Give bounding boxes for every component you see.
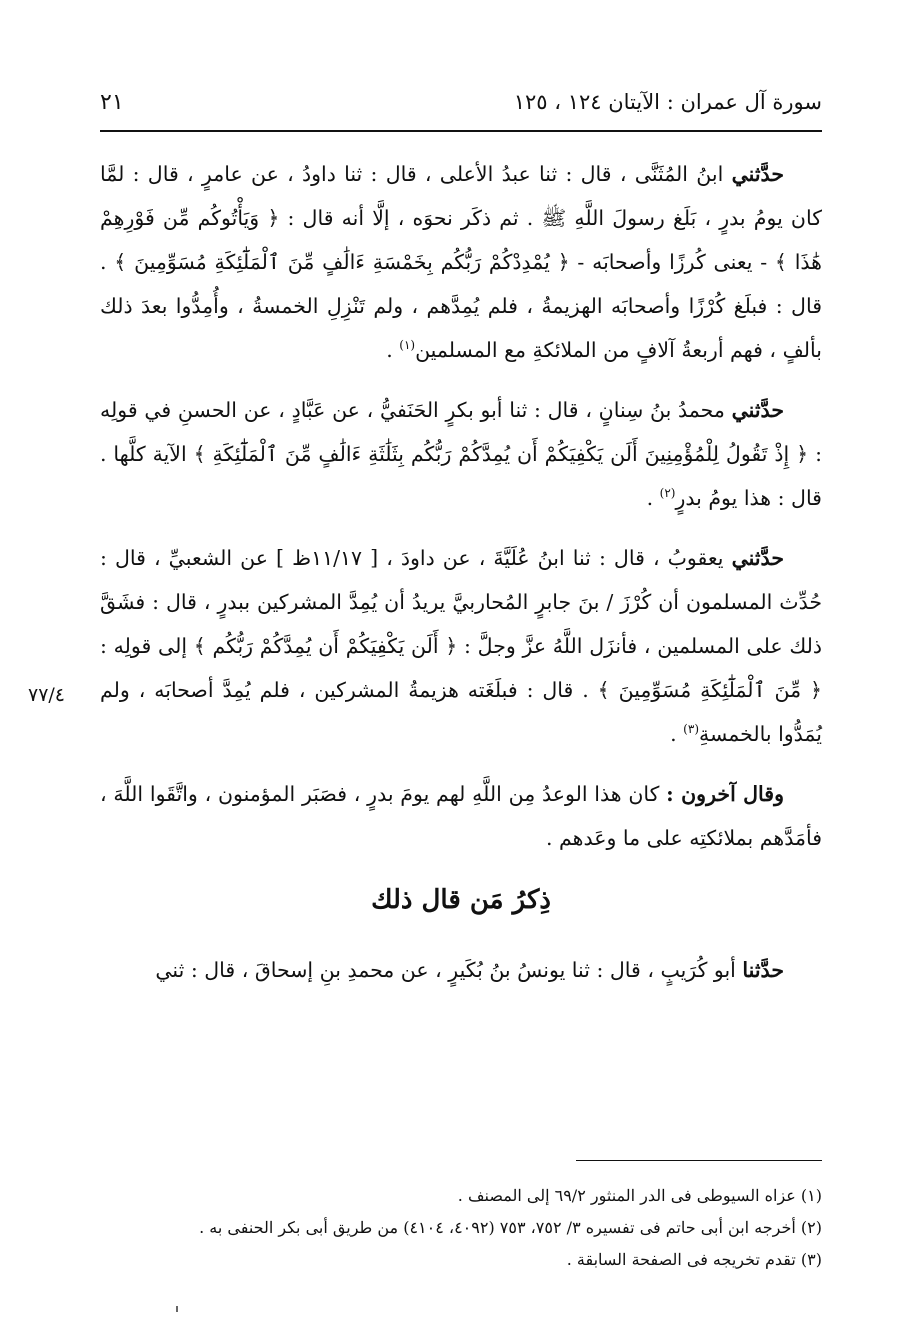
margin-reference: ٧٧/٤ — [28, 684, 66, 706]
footnote-2: (٢) أخرجه ابن أبى حاتم فى تفسيره ٣/ ٧٥٢، ٧٥٣ (٤٠٩٢، ٤١٠٤) من طريق أبى بكر الحنفى به . — [199, 1218, 822, 1237]
footnote-ref-1: (١) — [399, 338, 416, 353]
paragraph-5 — [100, 948, 822, 992]
paragraph-1 — [100, 152, 822, 372]
paragraph-lead: حدَّثني — [731, 162, 784, 186]
paragraph-text: أبو كُرَيبٍ ، قال : ثنا يونسُ بنُ بُكَيرٍ ، عن محمدِ بنِ إسحاقَ ، قال : ثني — [155, 958, 736, 982]
header-rule — [100, 130, 822, 132]
section-heading: ذِكرُ مَن قال ذلك — [371, 885, 551, 915]
footnote-3: (٣) تقدم تخريجه فى الصفحة السابقة . — [566, 1250, 822, 1269]
footnote-rule — [576, 1160, 822, 1161]
page-number: ٢١ — [100, 90, 124, 115]
running-header — [100, 86, 822, 126]
footnote-ref-3: (٣) — [683, 722, 699, 737]
paragraph-lead: حدَّثني — [731, 398, 784, 422]
paragraph-text: يعقوبُ ، قال : ثنا ابنُ عُلَيَّةَ ، عن داودَ ، [ ١١/١٧ظ ] عن الشعبيِّ ، قال : حُدِّث المسلمون أن كُرْزَ / بنَ جابرٍ المُحاربيَّ يريدُ أن يُمِدَّ المشركين ببدرٍ ، قال : فشَقَّ ذلك على المسلمين ، فأنزَل اللَّهُ عزَّ وجلَّ : ﴿ أَلَن يَكْفِيَكُمْ أَن يُمِدَّكُمْ رَبُّكُم ﴾ إلى قولِه : ﴿ مِّنَ ٱلْمَلَٰٓئِكَةِ مُسَوِّمِينَ ﴾ . قال : فبلَغَته هزيمةُ المشركين ، فلم يُمِدَّ أصحابَه ، ولم يُمَدُّوا بالخمسةِ — [100, 546, 822, 746]
paragraph-4 — [100, 772, 822, 860]
paragraph-text: محمدُ بنُ سِنانٍ ، قال : ثنا أبو بكرٍ الحَنَفيُّ ، عن عَبَّادٍ ، عن الحسنِ في قولِه : ﴿ إِذْ تَقُولُ لِلْمُؤْمِنِينَ أَلَن يَكْفِيَكُمْ أَن يُمِدَّكُمْ رَبُّكُم بِثَلَٰثَةِ ءَالَٰفٍ مِّنَ ٱلْمَلَٰٓئِكَةِ ﴾ الآية كلَّها . قال : هذا يومُ بدرٍ — [100, 398, 822, 510]
main-text — [100, 152, 822, 1008]
paragraph-lead: وقال آخرون : — [666, 782, 784, 806]
footnote-1: (١) عزاه السيوطى فى الدر المنثور ٦٩/٢ إلى المصنف . — [457, 1186, 822, 1205]
header-title: سورة آل عمران : الآيتان ١٢٤ ، ١٢٥ — [513, 90, 822, 114]
paragraph-text: ابنُ المُثَنَّى ، قال : ثنا عبدُ الأعلى ، قال : ثنا داودُ ، عن عامرٍ ، قال : لمَّا كان يومُ بدرٍ ، بَلَغ رسولَ اللَّهِ ﷺ . ثم ذكَر نحوَه ، إلَّا أنه قال : ﴿ وَيَأْتُوكُم مِّن فَوْرِهِمْ هَٰذَا ﴾ - يعنى كُرزًا وأصحابَه - ﴿ يُمْدِدْكُمْ رَبُّكُم بِخَمْسَةِ ءَالَٰفٍ مِّنَ ٱلْمَلَٰٓئِكَةِ مُسَوِّمِينَ ﴾ . قال : فبلَغ كُرْزًا وأصحابَه الهزيمةُ ، فلم يُمِدَّهم ، ولم تَنْزِلِ الخمسةُ ، وأُمِدُّوا بعدَ ذلك بألفٍ ، فهم أربعةُ آلافٍ من الملائكةِ مع المسلمين — [100, 162, 822, 362]
paragraph-lead: حدَّثني — [731, 546, 784, 570]
footnote-ref-2: (٢) — [659, 486, 676, 501]
paragraph-2 — [100, 388, 822, 520]
paragraph-text: كان هذا الوعدُ مِن اللَّهِ لهم يومَ بدرٍ ، فصَبَر المؤمنون ، واتَّقَوا اللَّهَ ، فأمَدَّهم بملائكتِه على ما وعَدهم . — [100, 782, 822, 850]
paragraph-end: . — [386, 338, 400, 362]
footnotes — [100, 1180, 822, 1276]
paragraph-end: . — [670, 722, 684, 746]
paragraph-end: . — [646, 486, 660, 510]
paragraph-3 — [100, 536, 822, 756]
scan-mark — [176, 1306, 178, 1312]
paragraph-lead: حدَّثنا — [742, 958, 784, 982]
